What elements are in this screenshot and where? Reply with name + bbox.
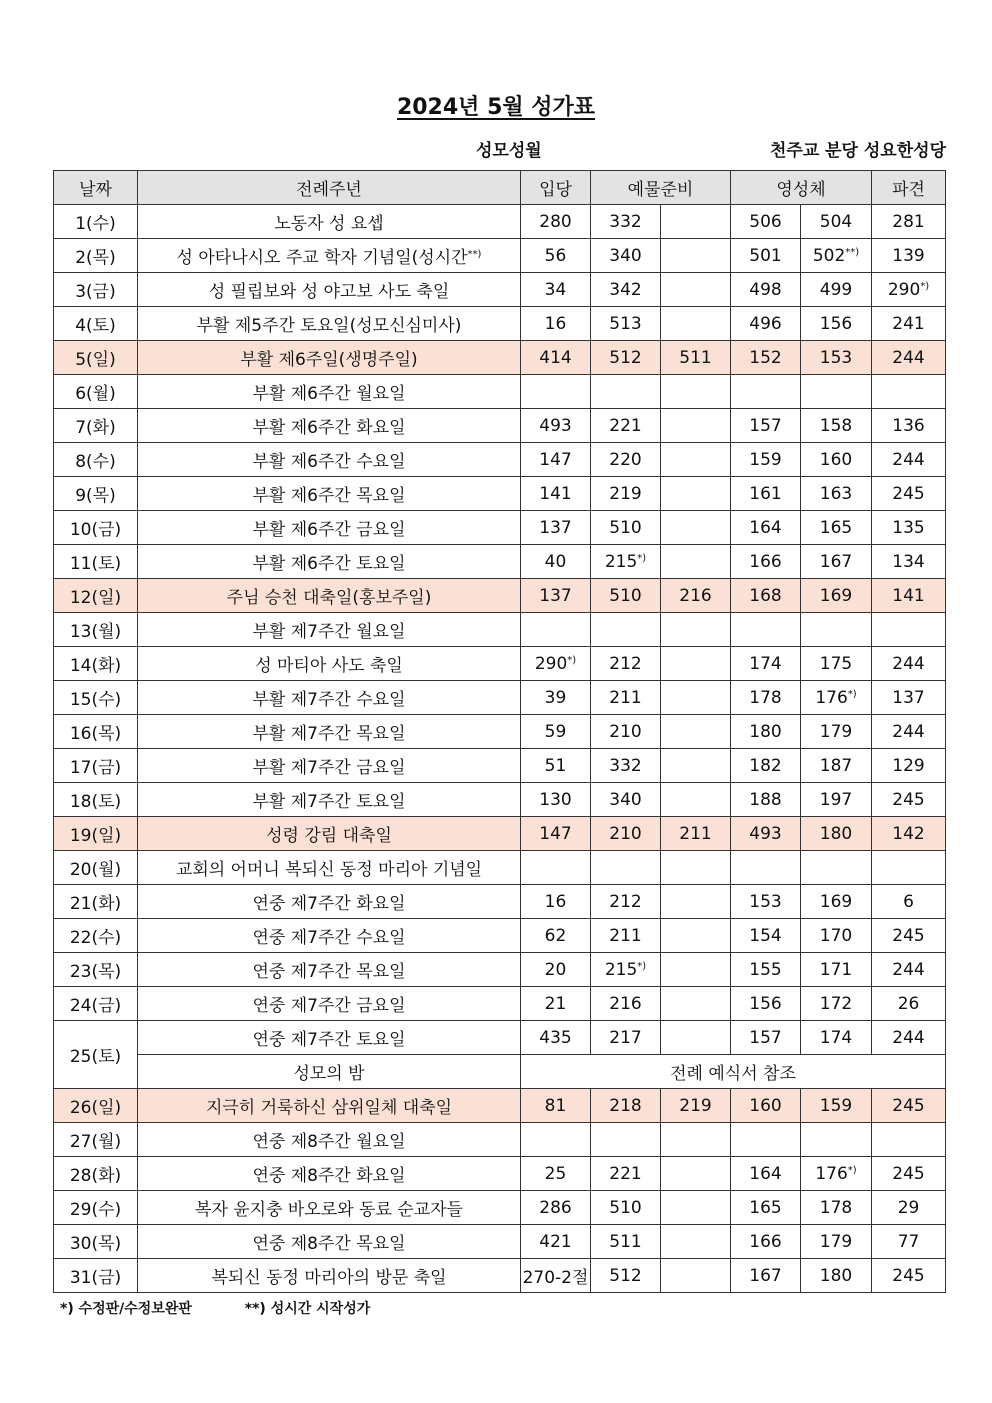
offertory-cell-2 [661, 715, 731, 749]
dismissal-cell: 290*) [872, 273, 946, 307]
entrance-cell: 141 [521, 477, 591, 511]
offertory-cell-2: 219 [661, 1089, 731, 1123]
dismissal-cell: 129 [872, 749, 946, 783]
liturgy-cell: 성모의 밤 [138, 1055, 521, 1089]
communion-cell: 182 [731, 749, 801, 783]
communion-cell: 164 [731, 1157, 801, 1191]
liturgy-cell: 부활 제7주간 금요일 [138, 749, 521, 783]
offertory-cell-2 [661, 1123, 731, 1157]
table-row [54, 477, 946, 511]
offertory-cell-2 [661, 443, 731, 477]
liturgy-cell: 부활 제7주간 목요일 [138, 715, 521, 749]
dismissal-cell: 245 [872, 919, 946, 953]
communion-cell-2: 170 [801, 919, 872, 953]
table-row [54, 749, 946, 783]
offertory-cell-2 [661, 1021, 731, 1055]
offertory-cell-2 [661, 545, 731, 579]
liturgy-cell: 교회의 어머니 복되신 동정 마리아 기념일 [138, 851, 521, 885]
offertory-cell: 510 [591, 579, 661, 613]
date-cell: 18(토) [54, 783, 138, 817]
dismissal-cell: 139 [872, 239, 946, 273]
offertory-cell-2: 216 [661, 579, 731, 613]
date-cell: 31(금) [54, 1259, 138, 1293]
liturgy-cell: 복되신 동정 마리아의 방문 축일 [138, 1259, 521, 1293]
communion-cell: 155 [731, 953, 801, 987]
offertory-cell-2 [661, 239, 731, 273]
date-cell: 20(월) [54, 851, 138, 885]
communion-cell: 159 [731, 443, 801, 477]
date-cell: 9(목) [54, 477, 138, 511]
entrance-cell: 493 [521, 409, 591, 443]
dismissal-cell: 244 [872, 647, 946, 681]
offertory-cell: 217 [591, 1021, 661, 1055]
offertory-cell: 511 [591, 1225, 661, 1259]
communion-cell: 498 [731, 273, 801, 307]
entrance-cell: 286 [521, 1191, 591, 1225]
communion-cell: 501 [731, 239, 801, 273]
communion-cell-2: 172 [801, 987, 872, 1021]
footnote-revised: *) 수정판/수정보완판 [60, 1301, 192, 1317]
offertory-cell: 210 [591, 817, 661, 851]
dismissal-cell: 135 [872, 511, 946, 545]
dismissal-cell: 134 [872, 545, 946, 579]
offertory-cell: 510 [591, 511, 661, 545]
entrance-cell [521, 851, 591, 885]
liturgy-cell: 부활 제6주간 수요일 [138, 443, 521, 477]
table-row [54, 953, 946, 987]
offertory-cell-2 [661, 1225, 731, 1259]
liturgy-cell: 부활 제6주간 화요일 [138, 409, 521, 443]
communion-cell: 166 [731, 545, 801, 579]
date-cell: 17(금) [54, 749, 138, 783]
header-dismissal: 파견 [872, 171, 946, 205]
date-cell: 14(화) [54, 647, 138, 681]
table-row [54, 715, 946, 749]
communion-cell: 152 [731, 341, 801, 375]
offertory-cell: 512 [591, 341, 661, 375]
subtitle-parish: 천주교 분당 성요한성당 [769, 141, 946, 161]
communion-cell-2: 171 [801, 953, 872, 987]
communion-cell: 166 [731, 1225, 801, 1259]
date-cell: 26(일) [54, 1089, 138, 1123]
offertory-cell-2 [661, 783, 731, 817]
communion-cell-2: 160 [801, 443, 872, 477]
liturgy-cell: 부활 제6주간 토요일 [138, 545, 521, 579]
liturgy-cell: 부활 제7주간 수요일 [138, 681, 521, 715]
liturgy-cell: 연중 제7주간 화요일 [138, 885, 521, 919]
communion-cell: 165 [731, 1191, 801, 1225]
liturgy-cell: 성 마티아 사도 축일 [138, 647, 521, 681]
date-cell: 19(일) [54, 817, 138, 851]
offertory-cell-2 [661, 511, 731, 545]
offertory-cell: 340 [591, 239, 661, 273]
footnote-holy-hour: **) 성시간 시작성가 [244, 1301, 371, 1317]
liturgy-cell: 성 아타나시오 주교 학자 기념일(성시간**) [138, 239, 521, 273]
dismissal-cell: 244 [872, 953, 946, 987]
entrance-cell: 81 [521, 1089, 591, 1123]
offertory-cell: 219 [591, 477, 661, 511]
communion-cell: 160 [731, 1089, 801, 1123]
date-cell: 29(수) [54, 1191, 138, 1225]
communion-cell-2: 158 [801, 409, 872, 443]
table-row [54, 545, 946, 579]
offertory-cell-2 [661, 477, 731, 511]
offertory-cell-2 [661, 1259, 731, 1293]
date-cell: 8(수) [54, 443, 138, 477]
offertory-cell-2 [661, 409, 731, 443]
table-row [54, 409, 946, 443]
communion-cell-2: 163 [801, 477, 872, 511]
liturgy-cell: 부활 제6주간 금요일 [138, 511, 521, 545]
offertory-cell: 513 [591, 307, 661, 341]
date-cell: 13(월) [54, 613, 138, 647]
communion-cell-2: 499 [801, 273, 872, 307]
header-offertory: 예물준비 [591, 171, 731, 205]
liturgy-cell: 부활 제7주간 월요일 [138, 613, 521, 647]
table-row [54, 1225, 946, 1259]
communion-cell-2: 169 [801, 885, 872, 919]
offertory-cell: 211 [591, 919, 661, 953]
dismissal-cell [872, 613, 946, 647]
liturgy-cell: 부활 제5주간 토요일(성모신심미사) [138, 307, 521, 341]
dismissal-cell: 77 [872, 1225, 946, 1259]
offertory-cell: 212 [591, 647, 661, 681]
date-cell: 21(화) [54, 885, 138, 919]
communion-cell-2: 153 [801, 341, 872, 375]
offertory-cell-2 [661, 681, 731, 715]
subtitle-month-theme: 성모성월 [476, 141, 542, 161]
table-row [54, 783, 946, 817]
entrance-cell: 56 [521, 239, 591, 273]
offertory-cell: 332 [591, 749, 661, 783]
communion-cell: 178 [731, 681, 801, 715]
communion-cell: 493 [731, 817, 801, 851]
communion-cell: 168 [731, 579, 801, 613]
communion-cell-2: 180 [801, 1259, 872, 1293]
liturgy-cell: 부활 제6주간 월요일 [138, 375, 521, 409]
date-cell: 3(금) [54, 273, 138, 307]
dismissal-cell: 29 [872, 1191, 946, 1225]
hymn-schedule-table [53, 170, 946, 1293]
table-row [54, 681, 946, 715]
communion-cell-2: 504 [801, 205, 872, 239]
table-row [54, 613, 946, 647]
liturgy-cell: 연중 제7주간 수요일 [138, 919, 521, 953]
liturgy-cell: 연중 제7주간 목요일 [138, 953, 521, 987]
offertory-cell [591, 375, 661, 409]
liturgy-cell: 부활 제7주간 토요일 [138, 783, 521, 817]
entrance-cell: 280 [521, 205, 591, 239]
offertory-cell: 332 [591, 205, 661, 239]
entrance-cell: 51 [521, 749, 591, 783]
table-row [54, 511, 946, 545]
offertory-cell-2 [661, 613, 731, 647]
offertory-cell-2 [661, 1157, 731, 1191]
liturgy-cell: 연중 제8주간 월요일 [138, 1123, 521, 1157]
dismissal-cell: 6 [872, 885, 946, 919]
date-cell: 7(화) [54, 409, 138, 443]
communion-cell: 154 [731, 919, 801, 953]
communion-cell-2: 176*) [801, 681, 872, 715]
offertory-cell: 220 [591, 443, 661, 477]
communion-cell-2: 180 [801, 817, 872, 851]
dismissal-cell: 244 [872, 715, 946, 749]
table-row [54, 817, 946, 851]
communion-cell-2 [801, 1123, 872, 1157]
communion-cell-2: 502**) [801, 239, 872, 273]
offertory-cell: 512 [591, 1259, 661, 1293]
communion-cell-2: 176*) [801, 1157, 872, 1191]
offertory-cell: 340 [591, 783, 661, 817]
entrance-cell [521, 613, 591, 647]
date-cell: 22(수) [54, 919, 138, 953]
date-cell: 4(토) [54, 307, 138, 341]
liturgy-cell: 주님 승천 대축일(홍보주일) [138, 579, 521, 613]
table-header-row [54, 171, 946, 205]
entrance-cell: 147 [521, 443, 591, 477]
dismissal-cell [872, 851, 946, 885]
offertory-cell: 221 [591, 1157, 661, 1191]
date-cell: 5(일) [54, 341, 138, 375]
date-cell: 2(목) [54, 239, 138, 273]
communion-cell-2: 174 [801, 1021, 872, 1055]
table-row [54, 307, 946, 341]
entrance-cell: 34 [521, 273, 591, 307]
offertory-cell-2 [661, 953, 731, 987]
offertory-cell [591, 613, 661, 647]
entrance-cell: 25 [521, 1157, 591, 1191]
dismissal-cell [872, 1123, 946, 1157]
dismissal-cell: 281 [872, 205, 946, 239]
offertory-cell: 342 [591, 273, 661, 307]
table-row-extra [54, 1055, 946, 1089]
note-cell: 전례 예식서 참조 [521, 1055, 946, 1089]
entrance-cell [521, 375, 591, 409]
entrance-cell: 435 [521, 1021, 591, 1055]
communion-cell: 156 [731, 987, 801, 1021]
entrance-cell: 21 [521, 987, 591, 1021]
communion-cell: 180 [731, 715, 801, 749]
entrance-cell: 137 [521, 579, 591, 613]
offertory-cell-2 [661, 307, 731, 341]
communion-cell [731, 1123, 801, 1157]
table-row [54, 375, 946, 409]
communion-cell [731, 851, 801, 885]
date-cell: 12(일) [54, 579, 138, 613]
entrance-cell: 20 [521, 953, 591, 987]
header-entrance: 입당 [521, 171, 591, 205]
offertory-cell: 212 [591, 885, 661, 919]
table-row [54, 1021, 946, 1055]
communion-cell-2: 179 [801, 715, 872, 749]
header-date: 날짜 [54, 171, 138, 205]
date-cell: 10(금) [54, 511, 138, 545]
dismissal-cell: 244 [872, 341, 946, 375]
liturgy-cell: 지극히 거룩하신 삼위일체 대축일 [138, 1089, 521, 1123]
offertory-cell-2 [661, 987, 731, 1021]
communion-cell-2: 178 [801, 1191, 872, 1225]
date-cell: 25(토) [54, 1021, 138, 1089]
dismissal-cell: 245 [872, 477, 946, 511]
offertory-cell-2: 511 [661, 341, 731, 375]
communion-cell: 506 [731, 205, 801, 239]
communion-cell-2: 187 [801, 749, 872, 783]
liturgy-cell: 부활 제6주간 목요일 [138, 477, 521, 511]
dismissal-cell: 142 [872, 817, 946, 851]
table-row [54, 1259, 946, 1293]
communion-cell-2: 175 [801, 647, 872, 681]
table-row [54, 579, 946, 613]
entrance-cell: 39 [521, 681, 591, 715]
dismissal-cell: 137 [872, 681, 946, 715]
table-row [54, 443, 946, 477]
table-row [54, 885, 946, 919]
offertory-cell: 215*) [591, 545, 661, 579]
liturgy-cell: 연중 제7주간 금요일 [138, 987, 521, 1021]
communion-cell: 161 [731, 477, 801, 511]
date-cell: 6(월) [54, 375, 138, 409]
communion-cell-2: 179 [801, 1225, 872, 1259]
entrance-cell: 147 [521, 817, 591, 851]
entrance-cell: 40 [521, 545, 591, 579]
date-cell: 11(토) [54, 545, 138, 579]
communion-cell [731, 375, 801, 409]
offertory-cell-2 [661, 205, 731, 239]
dismissal-cell: 244 [872, 1021, 946, 1055]
entrance-cell: 130 [521, 783, 591, 817]
offertory-cell-2 [661, 647, 731, 681]
dismissal-cell: 244 [872, 443, 946, 477]
liturgy-cell: 성 필립보와 성 야고보 사도 축일 [138, 273, 521, 307]
entrance-cell: 59 [521, 715, 591, 749]
header-communion: 영성체 [731, 171, 872, 205]
footnotes [60, 1298, 418, 1318]
date-cell: 16(목) [54, 715, 138, 749]
communion-cell-2: 169 [801, 579, 872, 613]
liturgy-cell: 노동자 성 요셉 [138, 205, 521, 239]
offertory-cell [591, 851, 661, 885]
offertory-cell-2 [661, 273, 731, 307]
table-row [54, 1089, 946, 1123]
entrance-cell: 62 [521, 919, 591, 953]
communion-cell-2: 165 [801, 511, 872, 545]
dismissal-cell: 136 [872, 409, 946, 443]
table-row [54, 273, 946, 307]
offertory-cell [591, 1123, 661, 1157]
liturgy-cell: 연중 제8주간 화요일 [138, 1157, 521, 1191]
header-liturgy: 전례주년 [138, 171, 521, 205]
offertory-cell-2 [661, 851, 731, 885]
communion-cell-2: 159 [801, 1089, 872, 1123]
date-cell: 27(월) [54, 1123, 138, 1157]
communion-cell: 496 [731, 307, 801, 341]
table-row [54, 851, 946, 885]
dismissal-cell: 245 [872, 783, 946, 817]
table-row [54, 341, 946, 375]
dismissal-cell: 241 [872, 307, 946, 341]
date-cell: 30(목) [54, 1225, 138, 1259]
communion-cell-2 [801, 851, 872, 885]
liturgy-cell: 연중 제8주간 목요일 [138, 1225, 521, 1259]
offertory-cell-2: 211 [661, 817, 731, 851]
offertory-cell: 211 [591, 681, 661, 715]
table-row [54, 647, 946, 681]
communion-cell: 174 [731, 647, 801, 681]
entrance-cell [521, 1123, 591, 1157]
dismissal-cell: 245 [872, 1259, 946, 1293]
liturgy-cell: 부활 제6주일(생명주일) [138, 341, 521, 375]
table-row [54, 987, 946, 1021]
table-row [54, 205, 946, 239]
table-row [54, 239, 946, 273]
communion-cell: 167 [731, 1259, 801, 1293]
offertory-cell-2 [661, 1191, 731, 1225]
offertory-cell: 218 [591, 1089, 661, 1123]
offertory-cell: 210 [591, 715, 661, 749]
communion-cell: 164 [731, 511, 801, 545]
offertory-cell: 221 [591, 409, 661, 443]
table-row [54, 1157, 946, 1191]
offertory-cell: 215*) [591, 953, 661, 987]
date-cell: 28(화) [54, 1157, 138, 1191]
entrance-cell: 290*) [521, 647, 591, 681]
communion-cell-2: 156 [801, 307, 872, 341]
communion-cell-2: 197 [801, 783, 872, 817]
entrance-cell: 414 [521, 341, 591, 375]
page-title: 2024년 5월 성가표 [396, 95, 596, 120]
communion-cell: 153 [731, 885, 801, 919]
communion-cell [731, 613, 801, 647]
date-cell: 23(목) [54, 953, 138, 987]
entrance-cell: 16 [521, 885, 591, 919]
offertory-cell: 216 [591, 987, 661, 1021]
dismissal-cell: 245 [872, 1089, 946, 1123]
date-cell: 15(수) [54, 681, 138, 715]
offertory-cell: 510 [591, 1191, 661, 1225]
dismissal-cell [872, 375, 946, 409]
dismissal-cell: 141 [872, 579, 946, 613]
communion-cell: 157 [731, 1021, 801, 1055]
communion-cell: 157 [731, 409, 801, 443]
offertory-cell-2 [661, 749, 731, 783]
entrance-cell: 270-2절 [521, 1259, 591, 1293]
table-row [54, 919, 946, 953]
date-cell: 24(금) [54, 987, 138, 1021]
liturgy-cell: 연중 제7주간 토요일 [138, 1021, 521, 1055]
entrance-cell: 16 [521, 307, 591, 341]
communion-cell-2 [801, 375, 872, 409]
table-row [54, 1123, 946, 1157]
offertory-cell-2 [661, 375, 731, 409]
communion-cell: 188 [731, 783, 801, 817]
liturgy-cell: 복자 윤지충 바오로와 동료 순교자들 [138, 1191, 521, 1225]
entrance-cell: 421 [521, 1225, 591, 1259]
dismissal-cell: 245 [872, 1157, 946, 1191]
communion-cell-2 [801, 613, 872, 647]
offertory-cell-2 [661, 919, 731, 953]
table-row [54, 1191, 946, 1225]
date-cell: 1(수) [54, 205, 138, 239]
communion-cell-2: 167 [801, 545, 872, 579]
dismissal-cell: 26 [872, 987, 946, 1021]
liturgy-cell: 성령 강림 대축일 [138, 817, 521, 851]
entrance-cell: 137 [521, 511, 591, 545]
offertory-cell-2 [661, 885, 731, 919]
